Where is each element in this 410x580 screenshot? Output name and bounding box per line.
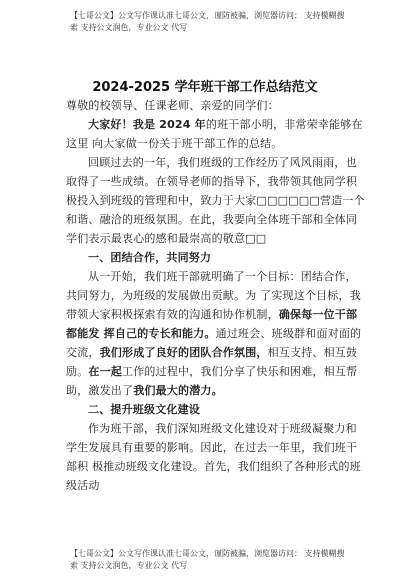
review-text-1: 回顾过去的一年，我们班级的工作经历了风风雨雨，也取得了一些成绩。在领导老师的指导下，我带领其他同学积极投 bbox=[66, 156, 358, 207]
section-heading-2: 二、提升班级文化建设 bbox=[88, 403, 200, 416]
review-paragraph bbox=[66, 153, 366, 248]
intro-bold-text: 大家好！我是 2024 年 bbox=[88, 118, 206, 131]
intro-paragraph bbox=[66, 115, 366, 153]
section-heading-1: 一、团结合作，共同努力 bbox=[88, 251, 212, 264]
document-title: 2024-2025 学年班干部工作总结范文 bbox=[92, 80, 318, 95]
section-1-paragraph bbox=[66, 267, 366, 400]
s1-text-f: 相互支持、相互鼓励。 bbox=[66, 346, 358, 378]
greeting-line: 尊敬的校领导、任课老师、亲爱的同学们： bbox=[66, 99, 279, 112]
review-placeholder-glyphs-2: □□ bbox=[245, 232, 267, 245]
header-watermark-note: 【七哥公文】公文写作课认准七哥公文，谨防被骗，浏览器访问： 支持模糊搜 索 支持公文润色，专业公文 代写 bbox=[70, 11, 345, 32]
review-text-3: 营造一个和谐、融洽的班级氛围。在此，我要向全体班干部和全体同学们表示 bbox=[66, 194, 365, 245]
s1-text-i: 我们最大的潜力。 bbox=[133, 384, 223, 397]
review-text-2: 入到班级的管理和中，致力于大家 bbox=[88, 194, 257, 207]
document-body bbox=[66, 96, 366, 495]
section-2-paragraph: 作为班干部，我们深知班级文化建设对于班级凝聚力和学生发展具有重要的影响。因此，在过去一年里，我们班干部积 极推动班级文化建设。首先，我们组织了各种形式的班级活动 bbox=[66, 422, 361, 492]
s1-text-d: 通过班会、班级群和面对面的交流， bbox=[66, 327, 362, 359]
intro-text: 的班干部小明，非常荣幸能够在这里 向大家做一份关于班干部工作的总结。 bbox=[66, 118, 363, 150]
s1-text-c: 确保每一位干部都能发 挥自己的专长和能力。 bbox=[66, 308, 358, 340]
s1-text-b: 大家积极探索有效的沟通和协作机制， bbox=[88, 308, 279, 321]
review-placeholder-glyphs: □□□□□□ bbox=[256, 194, 320, 207]
review-text-4: 最衷心的感和最崇高的敬意 bbox=[110, 232, 246, 245]
s1-text-a: 从一开始，我们班干部就明确了一个目标：团结合作，共同努力，为班级的发展做出贡献。为 了实现这个目标，我带领 bbox=[66, 270, 361, 321]
s1-text-h: 工作的过程中，我们分享了快乐和困难，相互帮助，激发出了 bbox=[66, 365, 358, 397]
s1-text-g: 在一起 bbox=[88, 365, 123, 378]
footer-watermark-note: 【七哥公文】公文写作课认准七哥公文，谨防被骗，浏览器访问： 支持模糊搜 索 支持公文润色，专业公文 代写 bbox=[70, 549, 345, 570]
s1-text-e: 我们形成了良好的团队合作氛围， bbox=[99, 346, 268, 359]
